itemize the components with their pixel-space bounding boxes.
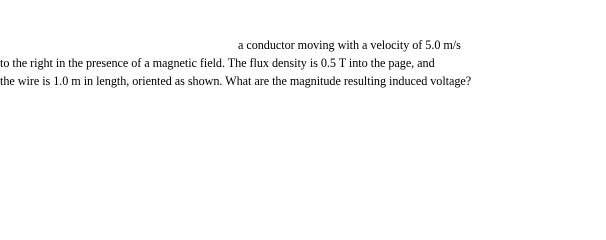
problem-line-3: the wire is 1.0 m in length, oriented as shown. What are the magnitude resulting induced voltage? xyxy=(0,74,472,88)
problem-text xyxy=(0,36,606,90)
problem-line-2: to the right in the presence of a magnetic field. The flux density is 0.5 T into the page, and xyxy=(0,56,435,70)
problem-line-1: a conductor moving with a velocity of 5.0 m/s xyxy=(238,38,461,52)
